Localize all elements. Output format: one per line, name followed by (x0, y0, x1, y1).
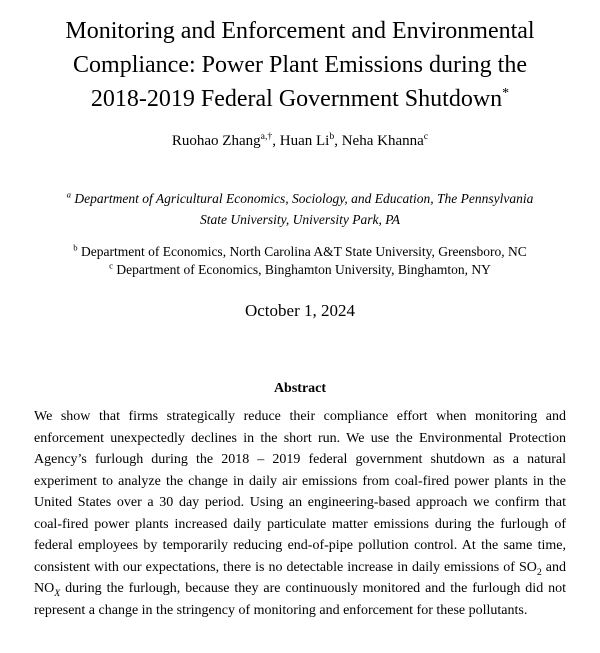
so2-subscript: 2 (536, 566, 542, 578)
affiliation-c-marker: c (109, 260, 114, 271)
affiliation-c (0, 261, 600, 279)
author-affil-marker-2: b (329, 131, 335, 142)
abstract-text (0, 406, 600, 621)
author-name-2: , Huan Li (272, 133, 330, 149)
paper-date: October 1, 2024 (244, 301, 355, 320)
affiliation-c-text: Department of Economics, Binghamton University, Binghamton, NY (113, 262, 491, 277)
affiliation-a (0, 188, 600, 230)
affiliation-b-marker: b (73, 242, 78, 253)
abstract-segment-1: We show that firms strategically reduce their compliance effort when monitoring and enforcement unexpectedly declines in the short run. We use the Environmental Protection Agency’s furlough during the 2018 – 2019 federal government shutdown as a natural experiment to analyze the change in daily air emissions from coal-fired power plants in the United States over a 30 day period. Using an engineering-based approach we confirm that coal-fired power plants increased daily particulate matter emissions during the furlough of federal employees by temporarily reducing end-of-pipe pollution control. At the same time, consistent with our expectations, there is no detectable increase in daily emissions of SO (34, 409, 566, 575)
author-list (0, 132, 600, 150)
abstract-heading: Abstract (273, 381, 327, 396)
author-name-1: Ruohao Zhang (171, 133, 261, 149)
author-affil-marker-1: a,† (260, 131, 273, 142)
paper-title (0, 0, 600, 116)
abstract-segment-2: and NO (34, 559, 566, 596)
affiliation-b-text: Department of Economics, North Carolina A&T State University, Greensboro, NC (77, 244, 527, 259)
author-name-3: , Neha Khanna (334, 133, 424, 149)
paper-title-line-3: 2018-2019 Federal Government Shutdown (90, 86, 503, 112)
abstract-segment-3: during the furlough, because they are continuously monitored and the furlough did not represent a change in the stringency of monitoring and enforcement for these pollutants. (34, 581, 566, 618)
author-affil-marker-3: c (423, 131, 429, 142)
paper-title-line-2: Compliance: Power Plant Emissions during the (73, 52, 527, 78)
affiliation-a-marker: a (66, 189, 71, 200)
nox-subscript: X (54, 587, 61, 599)
paper-title-line-1: Monitoring and Enforcement and Environmental (65, 18, 535, 44)
affiliation-a-text: Department of Agricultural Economics, Sociology, and Education, The Pennsylvania State University, University Park, PA (70, 191, 534, 227)
affiliation-b (0, 243, 600, 261)
title-footnote-marker: * (502, 86, 510, 101)
